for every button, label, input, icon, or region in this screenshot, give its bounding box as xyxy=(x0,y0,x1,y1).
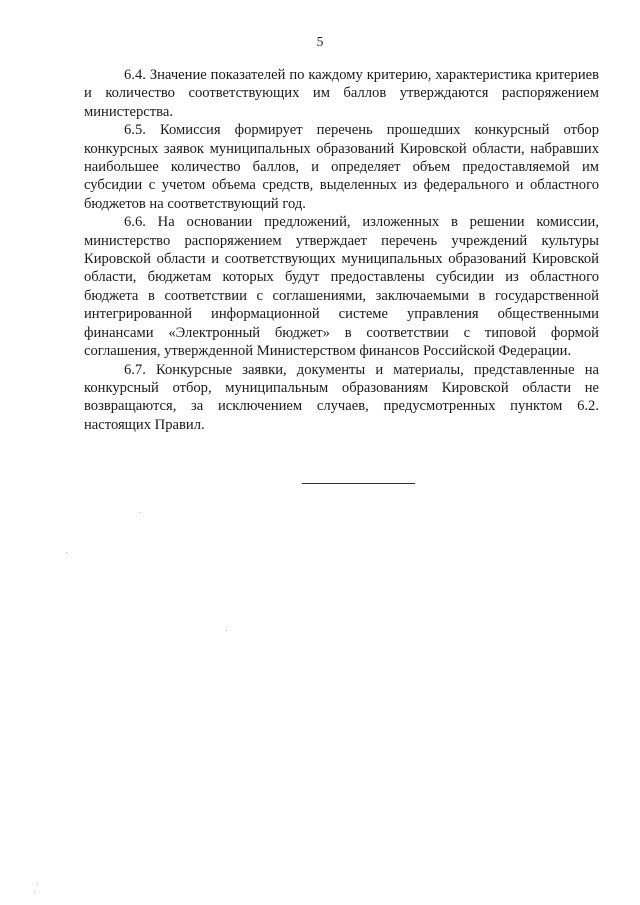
paragraph-6-5: 6.5. Комиссия формирует перечень прошедших конкурсный отбор конкурсных заявок муниципальных образований Кировской области, набравших наибольшее количество баллов, и определяет объем предоставляемой им субсидии с учетом объема средств, выделенных из федерального и областного бюджетов на соответствующий год. xyxy=(84,122,599,212)
paragraph-6-7: 6.7. Конкурсные заявки, документы и материалы, представленные на конкурсный отбор, муниципальным образованиям Кировской области не возвращаются, за исключением случаев, предусмотренных пунктом 6.2. настоящих Правил. xyxy=(84,361,599,433)
paragraph-6-4: 6.4. Значение показателей по каждому критерию, характеристика критериев и количество соответствующих им баллов утверждаются распоряжением министерства. xyxy=(84,67,599,120)
scan-speck xyxy=(34,891,35,892)
scan-speck xyxy=(226,630,227,631)
paragraph-6-6: 6.6. На основании предложений, изложенных в решении комиссии, министерство распоряжением утверждает перечень учреждений культуры Кировской области и соответствующих муниципальных образований Кировской области, бюджетам которых будут предоставлены субсидии из областного бюджета в соответствии с соглашениями, заключаемыми в государственной интегрированной информационной системе управления общественными финансами «Электронный бюджет» в соответствии с типовой формой соглашения, утвержденной Министерством финансов Российской Федерации. xyxy=(84,214,599,360)
document-body xyxy=(84,66,599,434)
scan-speck xyxy=(66,552,67,553)
scan-speck xyxy=(139,512,140,513)
page-number: 5 xyxy=(316,34,324,49)
end-separator-line xyxy=(302,483,415,484)
scan-speck xyxy=(37,883,38,884)
